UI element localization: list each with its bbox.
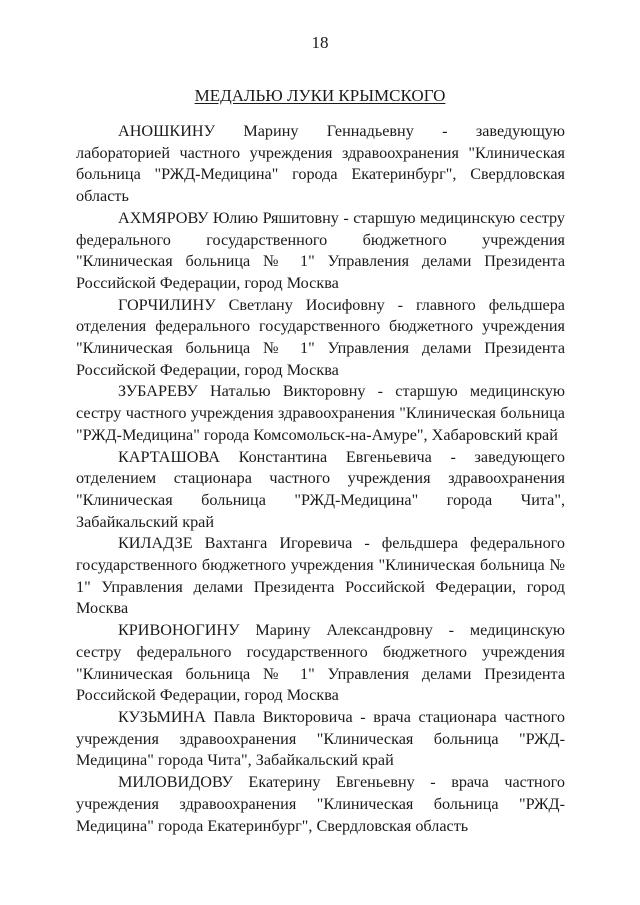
recipient-entry: АНОШКИНУ Марину Геннадьевну - заведующую лабораторией частного учреждения здравоохранения "Клиническая больница "РЖД-Медицина" города Екатеринбург", Свердловская область — [76, 122, 565, 206]
recipient-entry: ЗУБАРЕВУ Наталью Викторовну - старшую медицинскую сестру частного учреждения здравоохранения "Клиническая больница "РЖД-Медицина" города Комсомольск-на-Амуре", Хабаровский край — [76, 382, 565, 444]
recipient-entry: КУЗЬМИНА Павла Викторовича - врача стационара частного учреждения здравоохранения "Клиническая больница "РЖД-Медицина" города Чита", Забайкальский край — [76, 707, 565, 770]
recipient-entry: КИЛАДЗЕ Вахтанга Игоревича - фельдшера федерального государственного бюджетного учреждения "Клиническая больница № 1" Управления делами Президента Российской Федерации, город Москва — [76, 534, 565, 618]
recipient-entry: КАРТАШОВА Константина Евгеньевича - заведующего отделением стационара частного учреждения здравоохранения "Клиническая больница "РЖД-Медицина" города Чита", Забайкальский край — [76, 447, 565, 531]
page-number: 18 — [311, 33, 329, 52]
section-heading-text: МЕДАЛЬЮ ЛУКИ КРЫМСКОГО — [194, 86, 446, 105]
recipient-entry: АХМЯРОВУ Юлию Ряшитовну - старшую медицинскую сестру федерального государственного бюджетного учреждения "Клиническая больница № 1" Управления делами Президента Российской Федерации, город Москва — [76, 208, 565, 292]
section-heading — [0, 86, 640, 106]
recipient-entry: МИЛОВИДОВУ Екатерину Евгеньевну - врача частного учреждения здравоохранения "Клиническая больница "РЖД-Медицина" города Екатеринбург", Свердловская область — [76, 773, 565, 835]
award-recipient-list — [76, 121, 565, 837]
recipient-entry: КРИВОНОГИНУ Марину Александровну - медицинскую сестру федерального государственного бюджетного учреждения "Клиническая больница № 1" Управления делами Президента Российской Федерации, город Москва — [76, 621, 565, 705]
recipient-entry: ГОРЧИЛИНУ Светлану Иосифовну - главного фельдшера отделения федерального государственного бюджетного учреждения "Клиническая больница № 1" Управления делами Президента Российской Федерации, город Москва — [76, 295, 565, 379]
